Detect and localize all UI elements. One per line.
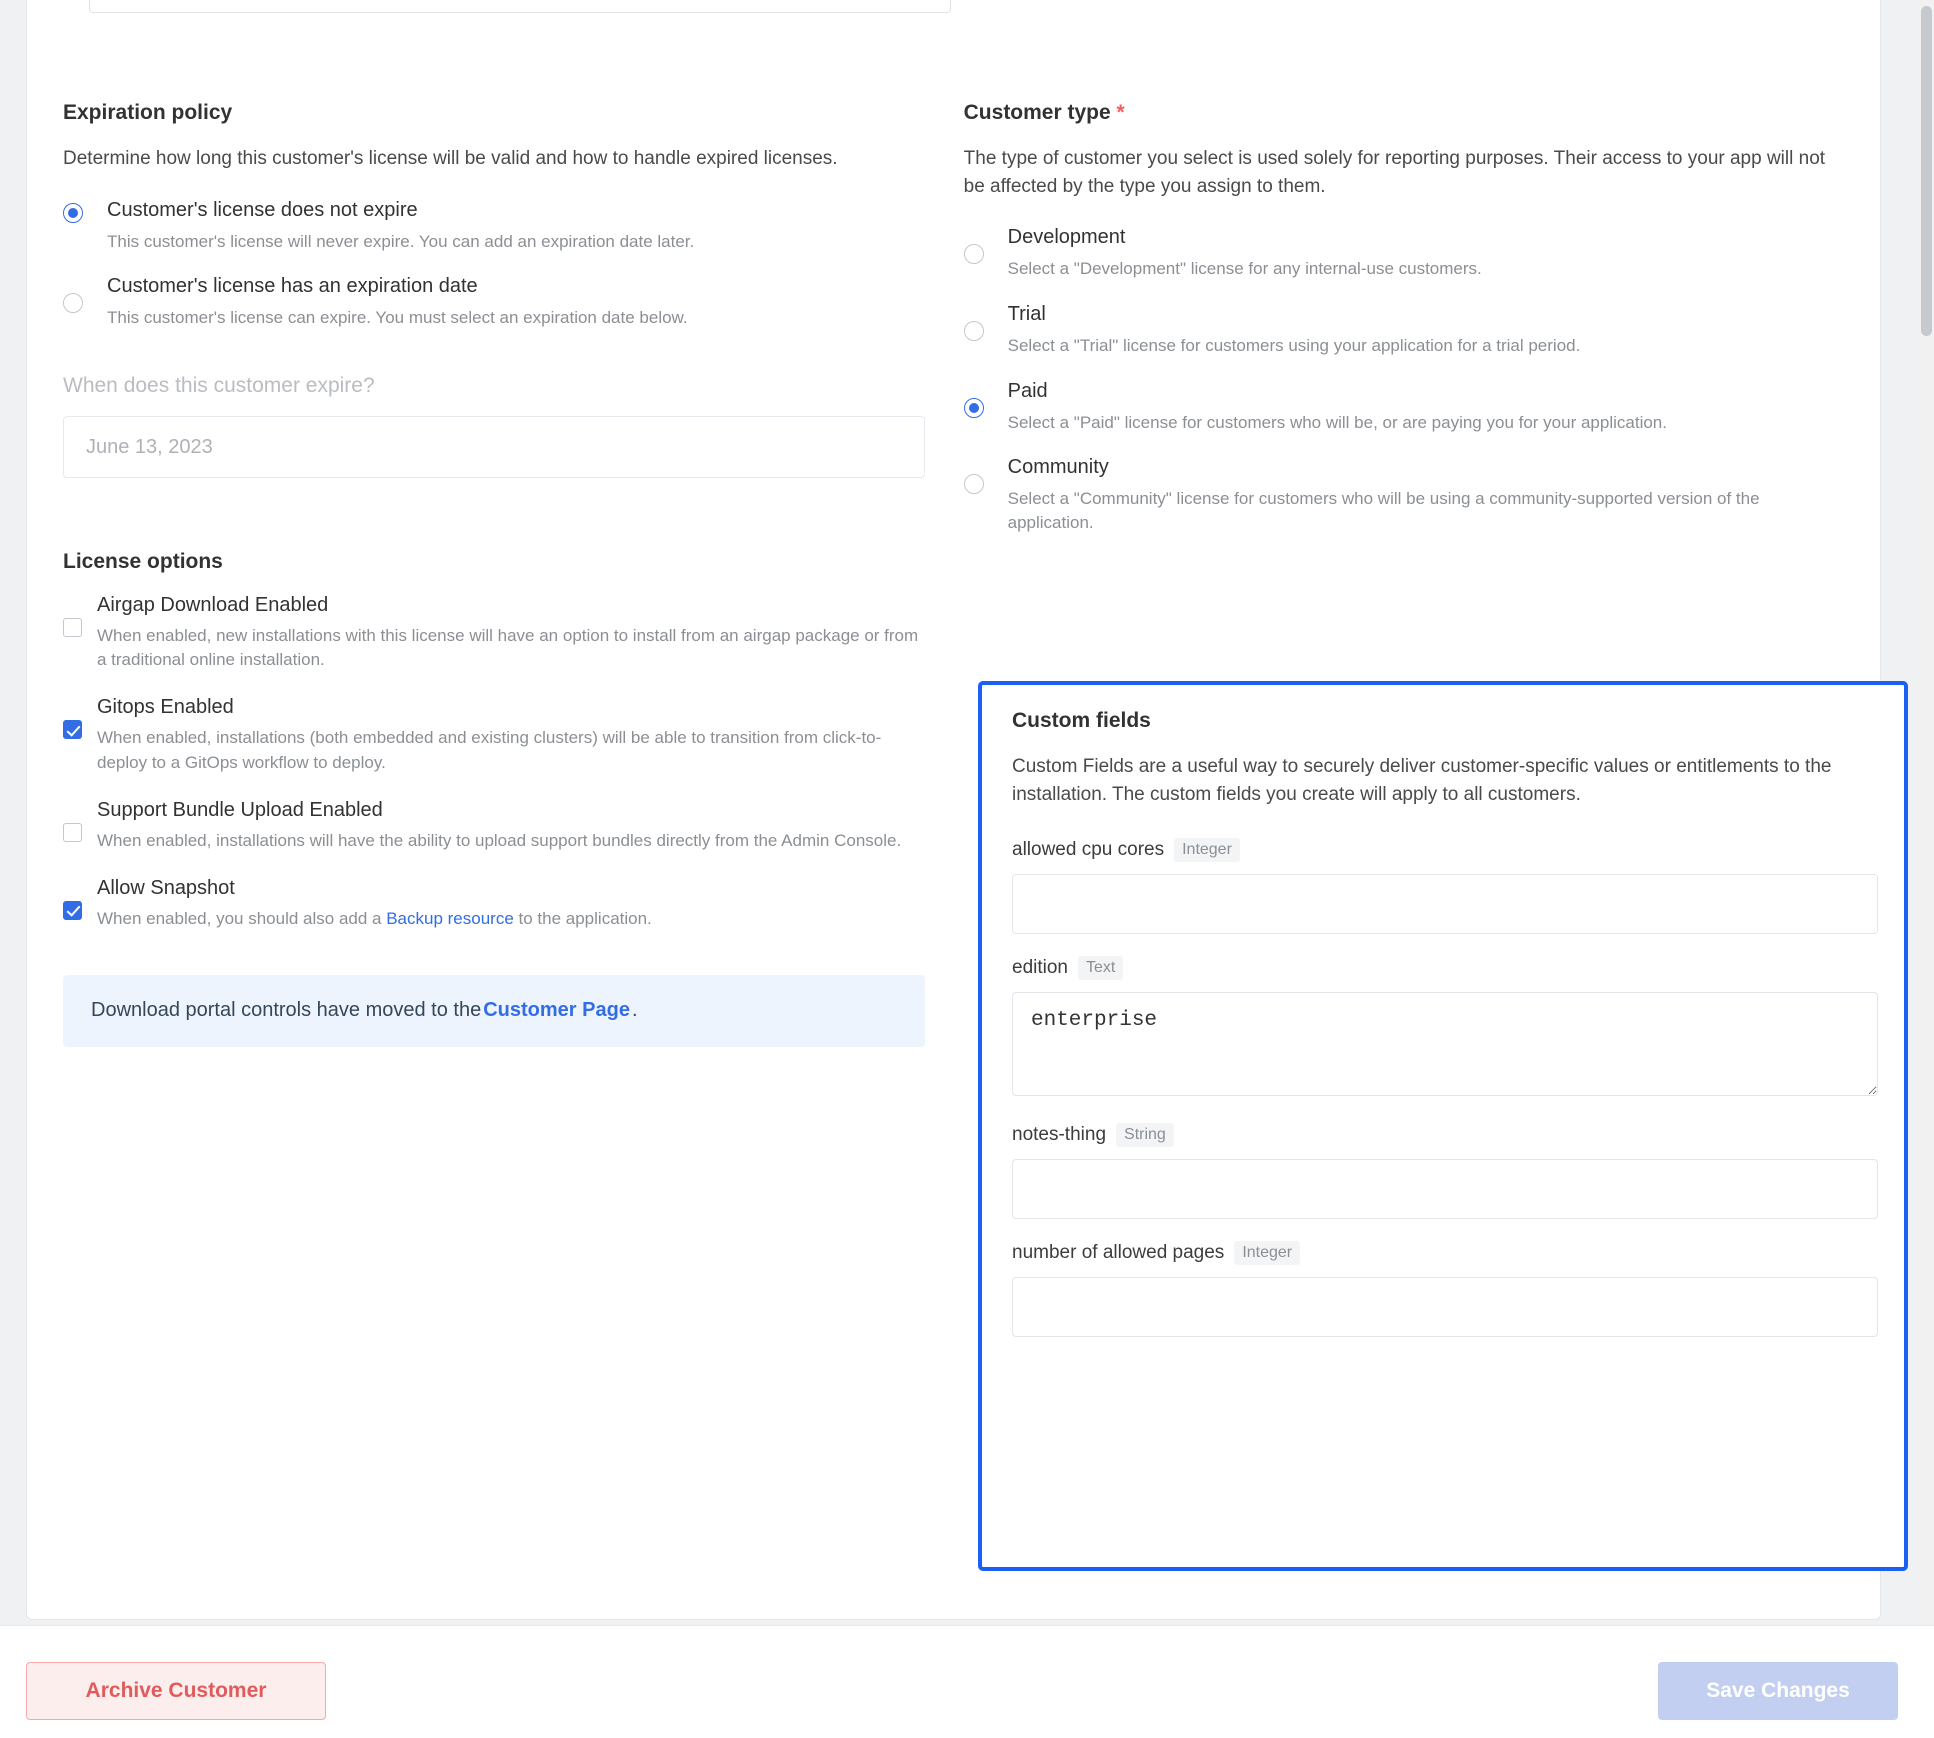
customer-type-development-text bbox=[1008, 226, 1482, 281]
customer-type-option-trial[interactable] bbox=[964, 303, 1844, 358]
custom-field-input-allowed-cpu-cores[interactable] bbox=[1012, 874, 1878, 934]
customer-type-option-paid[interactable] bbox=[964, 380, 1844, 435]
customer-type-trial-text bbox=[1008, 303, 1581, 358]
custom-field-type-badge: Integer bbox=[1174, 838, 1240, 862]
license-option-gitops[interactable] bbox=[63, 696, 934, 774]
customer-type-option-community[interactable] bbox=[964, 456, 1844, 535]
radio-has-expire-label: Customer's license has an expiration date bbox=[107, 275, 478, 298]
radio-column bbox=[63, 199, 107, 223]
backup-resource-link[interactable]: Backup resource bbox=[386, 908, 514, 928]
customer-type-paid-text bbox=[1008, 380, 1667, 435]
checkbox-allow-snapshot[interactable] bbox=[63, 901, 82, 920]
expiration-date-placeholder: June 13, 2023 bbox=[86, 435, 213, 458]
custom-field-notes-thing bbox=[1012, 1123, 1874, 1219]
radio-no-expire-sub: This customer's license will never expire. You can add an expiration date later. bbox=[107, 231, 695, 251]
custom-field-edition bbox=[1012, 956, 1874, 1101]
custom-field-input-number-of-allowed-pages[interactable] bbox=[1012, 1277, 1878, 1337]
license-option-gitops-text bbox=[97, 696, 927, 774]
license-option-airgap-label: Airgap Download Enabled bbox=[97, 594, 329, 617]
checkbox-airgap-download-enabled[interactable] bbox=[63, 618, 82, 637]
license-option-airgap[interactable] bbox=[63, 594, 934, 672]
radio-trial-label: Trial bbox=[1007, 302, 1046, 325]
radio-trial-sub: Select a "Trial" license for customers using your application for a trial period. bbox=[1007, 335, 1581, 355]
checkbox-column bbox=[63, 877, 97, 920]
snapshot-sub-after: to the application. bbox=[513, 908, 652, 928]
license-option-allow-snapshot-sub bbox=[97, 907, 652, 931]
custom-field-number-of-allowed-pages bbox=[1012, 1241, 1874, 1337]
custom-field-type-badge: Integer bbox=[1234, 1241, 1300, 1265]
customer-type-option-development[interactable] bbox=[964, 226, 1844, 281]
custom-field-textarea-edition[interactable] bbox=[1012, 992, 1878, 1096]
customer-page-link[interactable]: Customer Page bbox=[483, 999, 630, 1022]
custom-field-input-notes-thing[interactable] bbox=[1012, 1159, 1878, 1219]
license-option-gitops-label: Gitops Enabled bbox=[97, 696, 234, 719]
custom-field-label-row bbox=[1012, 838, 1874, 862]
radio-column bbox=[63, 275, 107, 313]
radio-community[interactable] bbox=[964, 474, 984, 494]
checkbox-column bbox=[63, 594, 97, 637]
radio-option-has-expire[interactable] bbox=[63, 275, 934, 330]
snapshot-sub-before: When enabled, you should also add a bbox=[97, 908, 387, 928]
radio-has-expire-text bbox=[107, 275, 688, 330]
license-option-support-bundle-label: Support Bundle Upload Enabled bbox=[97, 798, 383, 821]
radio-paid[interactable] bbox=[964, 398, 984, 418]
license-option-support-bundle-text bbox=[97, 799, 901, 853]
download-portal-info-banner bbox=[63, 975, 925, 1047]
radio-no-expire[interactable] bbox=[63, 203, 83, 223]
radio-no-expire-label: Customer's license does not expire bbox=[107, 198, 418, 221]
radio-development-label: Development bbox=[1007, 226, 1126, 249]
radio-column bbox=[964, 303, 1008, 341]
save-changes-button[interactable]: Save Changes bbox=[1658, 1662, 1898, 1720]
custom-field-name: number of allowed pages bbox=[1012, 1242, 1225, 1264]
radio-paid-sub: Select a "Paid" license for customers who will be, or are paying you for your application. bbox=[1007, 412, 1667, 432]
radio-development-sub: Select a "Development" license for any internal-use customers. bbox=[1007, 259, 1482, 279]
radio-has-expire-sub: This customer's license can expire. You must select an expiration date below. bbox=[107, 308, 688, 328]
radio-column bbox=[964, 226, 1008, 264]
license-option-support-bundle-sub: When enabled, installations will have the ability to upload support bundles directly from the Admin Console. bbox=[97, 830, 902, 850]
license-option-allow-snapshot-text bbox=[97, 877, 652, 931]
custom-field-allowed-cpu-cores bbox=[1012, 838, 1874, 934]
radio-community-sub: Select a "Community" license for customers who will be using a community-supported version of the application. bbox=[1007, 489, 1760, 533]
settings-card bbox=[26, 0, 1881, 1620]
radio-no-expire-text bbox=[107, 199, 694, 254]
custom-field-label-row bbox=[1012, 1123, 1874, 1147]
left-column bbox=[63, 5, 964, 1047]
radio-community-label: Community bbox=[1007, 456, 1109, 479]
scrollbar-thumb[interactable] bbox=[1921, 6, 1932, 336]
customer-type-title bbox=[964, 101, 1844, 125]
license-options-section bbox=[63, 550, 934, 1047]
custom-field-type-badge: Text bbox=[1078, 956, 1123, 980]
customer-type-title-text: Customer type bbox=[963, 101, 1111, 124]
radio-trial[interactable] bbox=[964, 321, 984, 341]
archive-customer-button[interactable]: Archive Customer bbox=[26, 1662, 326, 1720]
radio-option-no-expire[interactable] bbox=[63, 199, 934, 254]
required-marker: * bbox=[1116, 101, 1125, 124]
radio-column bbox=[964, 380, 1008, 418]
action-footer bbox=[0, 1625, 1934, 1738]
custom-field-label-row bbox=[1012, 1241, 1874, 1265]
radio-has-expire[interactable] bbox=[63, 293, 83, 313]
license-option-allow-snapshot-label: Allow Snapshot bbox=[97, 876, 235, 899]
checkbox-gitops-enabled[interactable] bbox=[63, 720, 82, 739]
expiration-date-label: When does this customer expire? bbox=[63, 374, 375, 398]
info-banner-text-after: . bbox=[631, 999, 638, 1022]
custom-fields-panel bbox=[978, 681, 1908, 1571]
checkbox-support-bundle-upload-enabled[interactable] bbox=[63, 823, 82, 842]
custom-field-name: edition bbox=[1012, 957, 1068, 979]
license-option-support-bundle[interactable] bbox=[63, 799, 934, 853]
custom-fields-description: Custom Fields are a useful way to securely deliver customer-specific values or entitlements to the installation. The custom fields you create will apply to all customers. bbox=[1012, 756, 1832, 805]
license-option-airgap-text bbox=[97, 594, 927, 672]
custom-field-name: allowed cpu cores bbox=[1012, 839, 1165, 861]
info-banner-text-before: Download portal controls have moved to the bbox=[91, 999, 482, 1022]
license-options-title: License options bbox=[63, 550, 223, 574]
license-option-airgap-sub: When enabled, new installations with this license will have an option to install from an airgap package or from a traditional online installation. bbox=[97, 626, 919, 670]
customer-type-community-text bbox=[1008, 456, 1838, 535]
customer-type-section bbox=[964, 101, 1844, 535]
page-scrollbar[interactable] bbox=[1918, 0, 1934, 1625]
radio-development[interactable] bbox=[964, 244, 984, 264]
custom-field-name: notes-thing bbox=[1012, 1124, 1107, 1146]
expiration-policy-description: Determine how long this customer's license will be valid and how to handle expired licenses. bbox=[63, 148, 838, 169]
custom-fields-title: Custom fields bbox=[1012, 709, 1151, 732]
expiration-date-input[interactable] bbox=[63, 416, 925, 478]
expiration-policy-section bbox=[63, 101, 934, 478]
custom-field-label-row bbox=[1012, 956, 1874, 980]
checkbox-column bbox=[63, 696, 97, 739]
custom-field-type-badge: String bbox=[1116, 1123, 1174, 1147]
expiration-policy-title: Expiration policy bbox=[63, 101, 233, 124]
license-option-allow-snapshot[interactable] bbox=[63, 877, 934, 931]
radio-column bbox=[964, 456, 1008, 494]
checkbox-column bbox=[63, 799, 97, 842]
radio-paid-label: Paid bbox=[1007, 379, 1048, 402]
customer-type-description: The type of customer you select is used solely for reporting purposes. Their access to your app will not be affected by the type you assign to them. bbox=[963, 148, 1826, 197]
license-option-gitops-sub: When enabled, installations (both embedded and existing clusters) will be able to transition from click-to-deploy to a GitOps workflow to deploy. bbox=[97, 728, 882, 772]
